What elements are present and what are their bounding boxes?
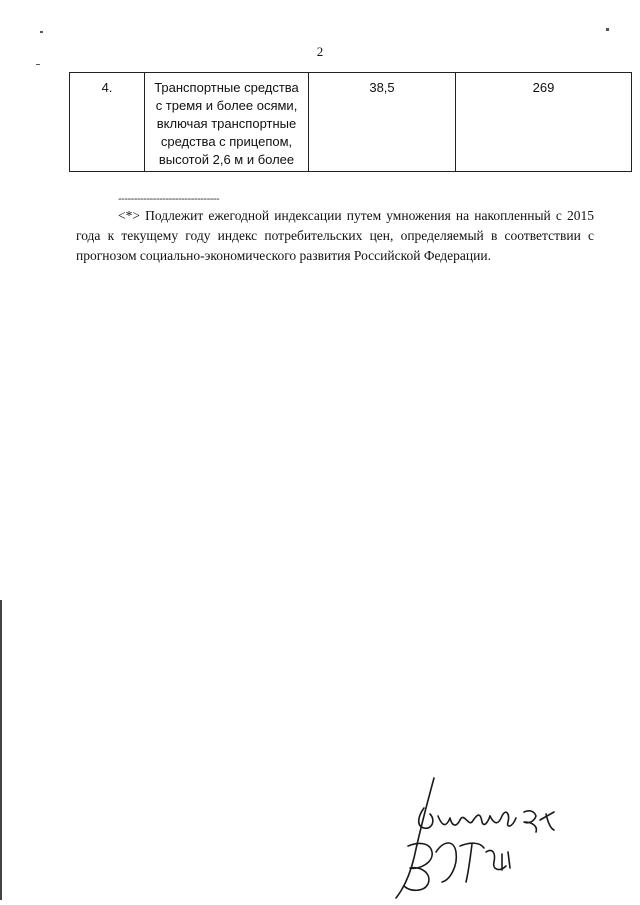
- table-row: [70, 73, 632, 172]
- value-cell-1: 38,5: [309, 73, 456, 172]
- vehicle-description-cell: [145, 73, 309, 172]
- footnote-text: <*> Подлежит ежегодной индексации путем умножения на накопленный с 2015 года к текущему году индекс потребительских цен, определяемый в соответствии с прогнозом социально-экономического развития Российской Федерации.: [76, 208, 594, 263]
- row-number-cell: 4.: [70, 73, 145, 172]
- vehicle-description: Транспортные средства с тремя и более осями, включая транспортные средства с прицепом, высотой 2,6 м и более: [154, 80, 299, 167]
- value-cell-2: 269: [456, 73, 632, 172]
- scan-mark: [40, 31, 43, 33]
- scan-mark: [606, 28, 609, 31]
- page-number: 2: [316, 44, 324, 59]
- scan-edge-line: [0, 600, 2, 900]
- vehicle-rate-table: [69, 72, 632, 172]
- footnote-separator: --------------------------------: [118, 193, 220, 205]
- scan-mark: [36, 64, 40, 65]
- handwritten-signature: [384, 770, 564, 900]
